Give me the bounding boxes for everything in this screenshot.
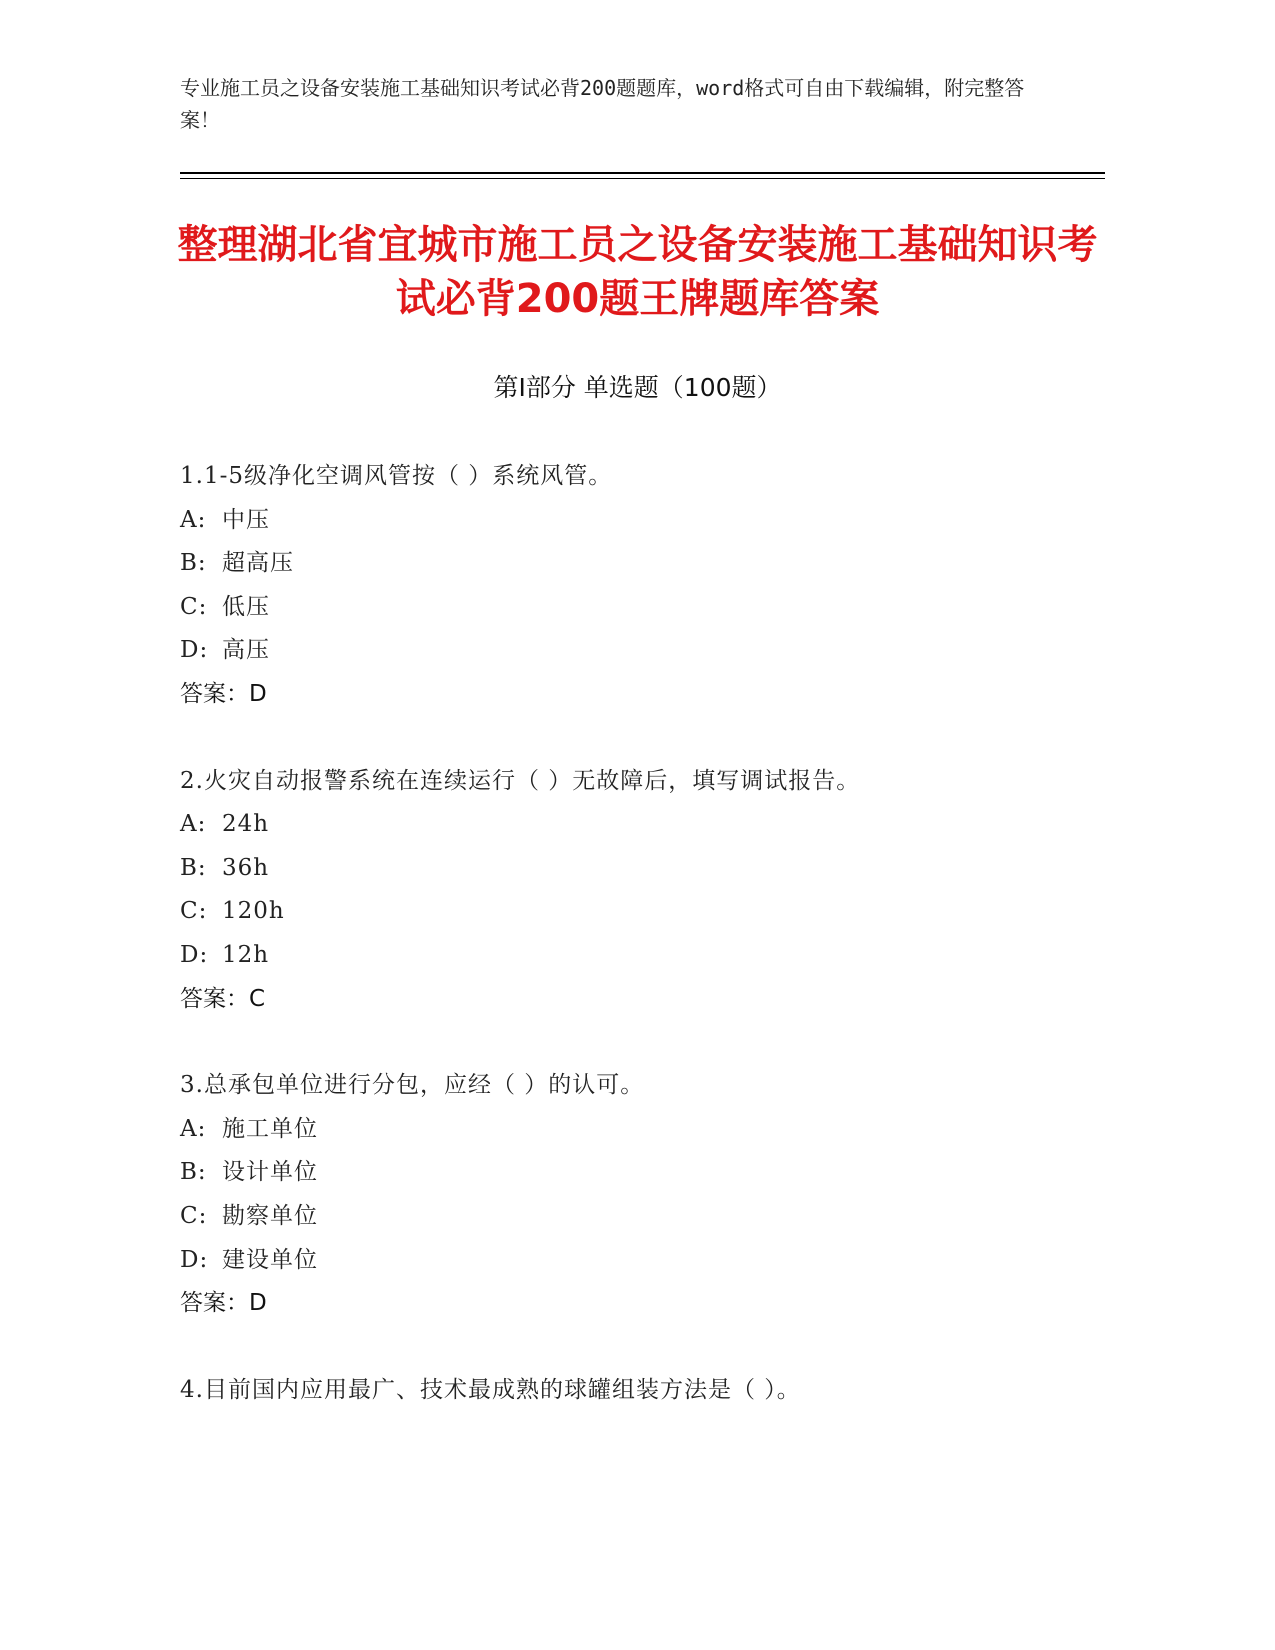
option-b	[180, 1151, 1100, 1195]
option-text: 36h	[222, 854, 270, 881]
answer-line	[180, 978, 1100, 1022]
option-b	[180, 542, 1100, 586]
question-stem: 3.总承包单位进行分包，应经（ ）的认可。	[180, 1072, 645, 1099]
answer-value: D	[249, 680, 267, 707]
option-label: B:	[180, 550, 207, 577]
option-text: 12h	[222, 941, 270, 968]
option-label: D:	[180, 637, 209, 664]
option-text: 勘察单位	[222, 1202, 318, 1229]
option-a	[180, 803, 1100, 847]
document-title: 整理湖北省宜城市施工员之设备安装施工基础知识考试必背200题王牌题库答案	[177, 222, 1098, 322]
option-text: 中压	[222, 506, 270, 533]
option-a	[180, 1108, 1100, 1152]
option-label: B:	[180, 1159, 207, 1186]
question-stem: 4.目前国内应用最广、技术最成熟的球罐组装方法是（ ）。	[180, 1376, 801, 1403]
header-divider-thick	[180, 172, 1105, 174]
answer-prefix: 答案：	[180, 680, 249, 707]
answer-line	[180, 673, 1100, 717]
question-stem: 1.1-5级净化空调风管按（ ）系统风管。	[180, 463, 613, 489]
option-c	[180, 1195, 1100, 1239]
option-d	[180, 629, 1100, 673]
answer-value: C	[249, 985, 266, 1012]
option-label: C:	[180, 1202, 208, 1229]
question-3	[180, 1064, 1100, 1326]
question-4	[180, 1369, 1100, 1413]
question-1	[180, 455, 1100, 717]
option-text: 施工单位	[222, 1115, 318, 1142]
option-label: C:	[180, 593, 208, 620]
option-text: 高压	[222, 637, 270, 664]
answer-line	[180, 1282, 1100, 1326]
question-2	[180, 760, 1100, 1022]
answer-value: D	[249, 1290, 267, 1317]
option-c	[180, 890, 1100, 934]
option-label: B:	[180, 854, 207, 881]
header-divider-thin	[180, 178, 1105, 179]
answer-prefix: 答案：	[180, 985, 249, 1012]
option-label: C:	[180, 898, 208, 925]
section-heading: 第Ⅰ部分 单选题（100题）	[493, 373, 782, 402]
question-list	[180, 455, 1100, 1455]
answer-prefix: 答案：	[180, 1290, 249, 1317]
option-label: A:	[180, 811, 207, 838]
option-label: A:	[180, 506, 207, 533]
question-stem: 2.火灾自动报警系统在连续运行（ ）无故障后，填写调试报告。	[180, 767, 861, 794]
option-label: A:	[180, 1115, 207, 1142]
option-label: D:	[180, 941, 209, 968]
option-text: 低压	[222, 593, 270, 620]
option-c	[180, 586, 1100, 630]
option-text: 超高压	[222, 550, 294, 577]
option-label: D:	[180, 1246, 209, 1273]
option-text: 设计单位	[222, 1159, 318, 1186]
option-b	[180, 847, 1100, 891]
option-text: 建设单位	[222, 1246, 318, 1273]
option-text: 120h	[222, 898, 285, 925]
option-a	[180, 499, 1100, 543]
option-text: 24h	[222, 811, 270, 838]
option-d	[180, 1239, 1100, 1283]
option-d	[180, 934, 1100, 978]
header-note: 专业施工员之设备安装施工基础知识考试必背200题题库，word格式可自由下载编辑，附完整答案！	[180, 76, 1025, 132]
